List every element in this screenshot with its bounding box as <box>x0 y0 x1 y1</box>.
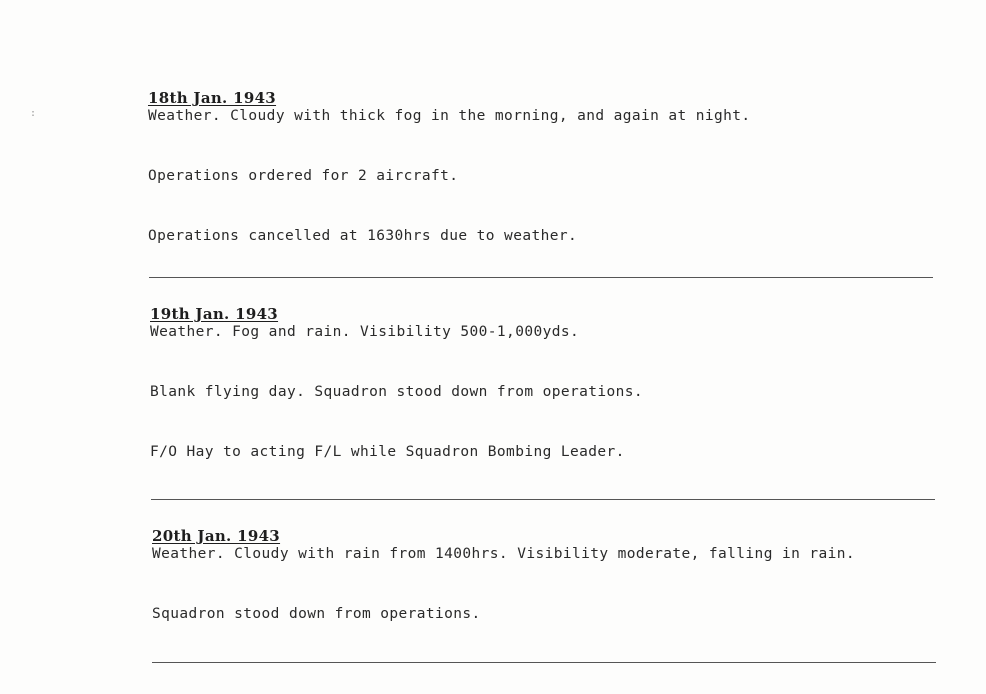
entry-date: 19th Jan. 1943 <box>150 305 279 323</box>
entry-weather: Weather. Cloudy with thick fog in the morning, and again at night. <box>148 108 751 124</box>
diary-entry-20-jan <box>152 528 942 623</box>
entry-date: 18th Jan. 1943 <box>148 89 277 107</box>
diary-entry-19-jan <box>150 306 940 461</box>
entry-date: 20th Jan. 1943 <box>152 527 281 545</box>
entry-weather: Weather. Cloudy with rain from 1400hrs. Visibility moderate, falling in rain. <box>152 546 855 562</box>
entry-text: Operations cancelled at 1630hrs due to weather. <box>148 228 578 244</box>
entry-text: Operations ordered for 2 aircraft. <box>148 168 459 184</box>
entry-text: Blank flying day. Squadron stood down from operations. <box>150 384 644 400</box>
scan-speck: : <box>30 108 37 119</box>
entry-divider <box>149 277 933 278</box>
entry-divider <box>152 662 936 663</box>
entry-divider <box>151 499 935 500</box>
entry-text: Squadron stood down from operations. <box>152 606 481 622</box>
diary-entry-18-jan <box>148 90 938 245</box>
entry-weather: Weather. Fog and rain. Visibility 500-1,000yds. <box>150 324 580 340</box>
entry-text: F/O Hay to acting F/L while Squadron Bombing Leader. <box>150 444 625 460</box>
